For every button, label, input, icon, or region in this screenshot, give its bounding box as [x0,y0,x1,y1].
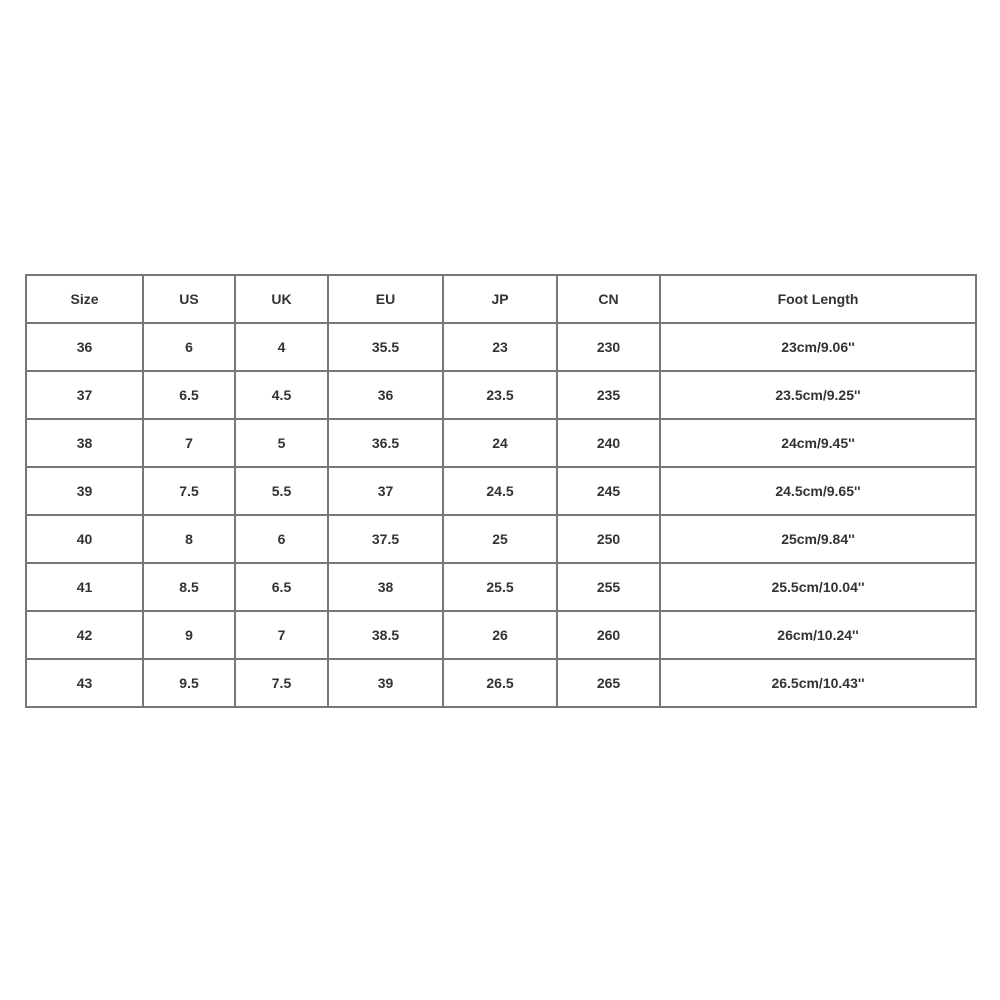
table-row [26,515,976,563]
cell-foot-length: 24cm/9.45'' [660,419,976,467]
cell-eu: 36 [328,371,443,419]
table-row [26,659,976,707]
cell-eu: 38.5 [328,611,443,659]
cell-jp: 23.5 [443,371,557,419]
cell-size: 38 [26,419,143,467]
cell-cn: 260 [557,611,660,659]
cell-eu: 36.5 [328,419,443,467]
cell-cn: 250 [557,515,660,563]
cell-foot-length: 25.5cm/10.04'' [660,563,976,611]
cell-size: 43 [26,659,143,707]
cell-jp: 25.5 [443,563,557,611]
cell-jp: 24 [443,419,557,467]
header-uk: UK [235,275,328,323]
cell-foot-length: 26cm/10.24'' [660,611,976,659]
cell-eu: 37.5 [328,515,443,563]
size-chart-table [25,274,977,708]
cell-size: 37 [26,371,143,419]
cell-foot-length: 23cm/9.06'' [660,323,976,371]
cell-uk: 7 [235,611,328,659]
cell-uk: 5.5 [235,467,328,515]
cell-foot-length: 26.5cm/10.43'' [660,659,976,707]
table-row [26,419,976,467]
cell-eu: 37 [328,467,443,515]
cell-eu: 38 [328,563,443,611]
cell-us: 6 [143,323,235,371]
cell-cn: 255 [557,563,660,611]
cell-jp: 24.5 [443,467,557,515]
cell-size: 36 [26,323,143,371]
header-size: Size [26,275,143,323]
cell-us: 7 [143,419,235,467]
cell-eu: 39 [328,659,443,707]
cell-foot-length: 24.5cm/9.65'' [660,467,976,515]
cell-uk: 7.5 [235,659,328,707]
table-row [26,323,976,371]
cell-cn: 230 [557,323,660,371]
cell-cn: 265 [557,659,660,707]
cell-size: 41 [26,563,143,611]
cell-us: 6.5 [143,371,235,419]
table-row [26,371,976,419]
cell-us: 8.5 [143,563,235,611]
cell-uk: 4.5 [235,371,328,419]
cell-size: 40 [26,515,143,563]
cell-size: 39 [26,467,143,515]
cell-eu: 35.5 [328,323,443,371]
cell-foot-length: 23.5cm/9.25'' [660,371,976,419]
header-cn: CN [557,275,660,323]
cell-uk: 5 [235,419,328,467]
cell-jp: 23 [443,323,557,371]
table-header-row [26,275,976,323]
cell-uk: 4 [235,323,328,371]
cell-jp: 26.5 [443,659,557,707]
cell-cn: 240 [557,419,660,467]
cell-jp: 25 [443,515,557,563]
table-row [26,467,976,515]
cell-us: 9 [143,611,235,659]
header-eu: EU [328,275,443,323]
cell-jp: 26 [443,611,557,659]
cell-cn: 245 [557,467,660,515]
header-us: US [143,275,235,323]
table-row [26,563,976,611]
header-foot-length: Foot Length [660,275,976,323]
header-jp: JP [443,275,557,323]
cell-us: 7.5 [143,467,235,515]
table-row [26,611,976,659]
cell-foot-length: 25cm/9.84'' [660,515,976,563]
cell-us: 9.5 [143,659,235,707]
cell-uk: 6.5 [235,563,328,611]
cell-size: 42 [26,611,143,659]
cell-cn: 235 [557,371,660,419]
cell-uk: 6 [235,515,328,563]
cell-us: 8 [143,515,235,563]
